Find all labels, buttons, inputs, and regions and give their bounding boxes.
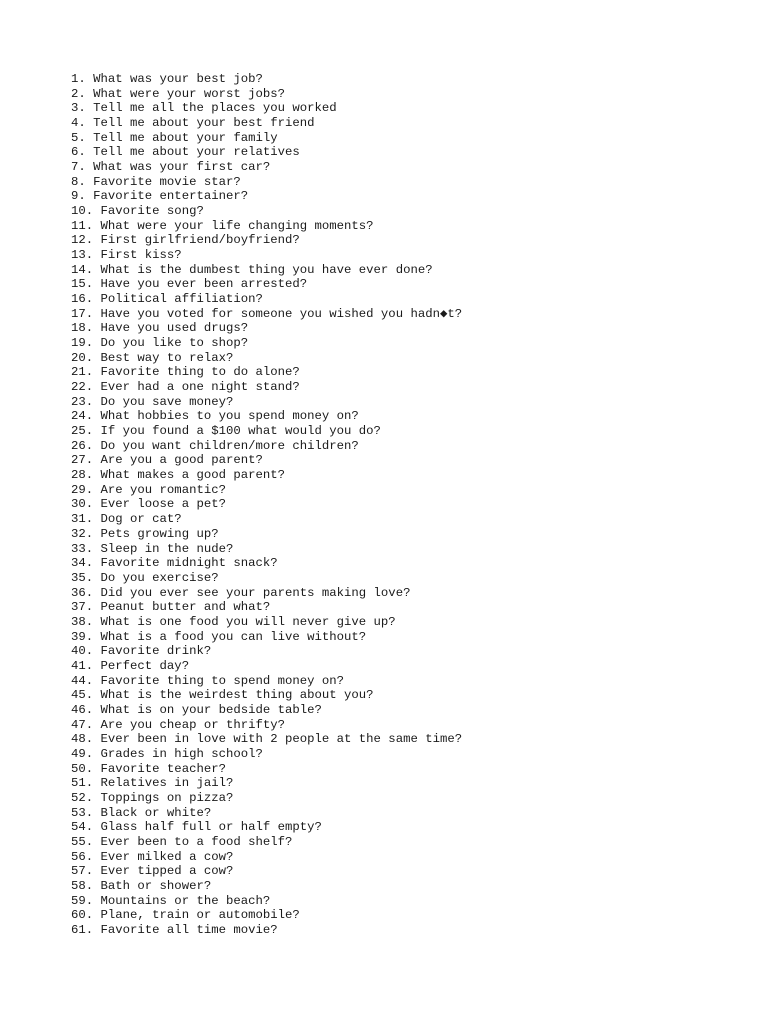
question-item: 45. What is the weirdest thing about you? bbox=[71, 688, 374, 703]
question-item: 47. Are you cheap or thrifty? bbox=[71, 717, 286, 732]
question-item: 14. What is the dumbest thing you have ever done? bbox=[71, 262, 433, 277]
question-item: 55. Ever been to a food shelf? bbox=[71, 834, 293, 849]
question-item: 54. Glass half full or half empty? bbox=[71, 820, 322, 835]
question-item: 33. Sleep in the nude? bbox=[71, 541, 234, 556]
question-item: 6. Tell me about your relatives bbox=[71, 145, 300, 160]
question-item: 19. Do you like to shop? bbox=[71, 336, 249, 351]
question-item: 13. First kiss? bbox=[71, 248, 182, 263]
question-item: 57. Ever tipped a cow? bbox=[71, 864, 234, 879]
question-item: 1. What was your best job? bbox=[71, 72, 263, 86]
question-item: 7. What was your first car? bbox=[71, 160, 271, 175]
question-item: 8. Favorite movie star? bbox=[71, 174, 241, 189]
question-item: 9. Favorite entertainer? bbox=[71, 189, 249, 204]
question-item: 46. What is on your bedside table? bbox=[71, 702, 322, 717]
question-item: 56. Ever milked a cow? bbox=[71, 849, 234, 864]
question-item: 59. Mountains or the beach? bbox=[71, 893, 271, 908]
question-item: 49. Grades in high school? bbox=[71, 746, 263, 761]
question-item: 18. Have you used drugs? bbox=[71, 321, 249, 336]
question-item: 34. Favorite midnight snack? bbox=[71, 556, 278, 571]
question-item: 28. What makes a good parent? bbox=[71, 468, 286, 483]
question-item: 21. Favorite thing to do alone? bbox=[71, 365, 300, 380]
question-item: 60. Plane, train or automobile? bbox=[71, 908, 300, 923]
question-item: 58. Bath or shower? bbox=[71, 878, 212, 893]
question-item: 16. Political affiliation? bbox=[71, 292, 263, 307]
question-item: 2. What were your worst jobs? bbox=[71, 86, 286, 101]
question-item: 3. Tell me all the places you worked bbox=[71, 101, 337, 116]
question-item: 53. Black or white? bbox=[71, 805, 212, 820]
question-item: 30. Ever loose a pet? bbox=[71, 497, 226, 512]
question-item: 32. Pets growing up? bbox=[71, 526, 219, 541]
question-item: 52. Toppings on pizza? bbox=[71, 790, 234, 805]
question-item: 22. Ever had a one night stand? bbox=[71, 380, 300, 395]
question-item: 23. Do you save money? bbox=[71, 394, 234, 409]
question-item: 61. Favorite all time movie? bbox=[71, 922, 278, 937]
question-item: 4. Tell me about your best friend bbox=[71, 116, 315, 131]
question-item: 44. Favorite thing to spend money on? bbox=[71, 673, 345, 688]
question-item: 5. Tell me about your family bbox=[71, 130, 278, 145]
question-item: 51. Relatives in jail? bbox=[71, 776, 234, 791]
question-item: 29. Are you romantic? bbox=[71, 482, 226, 497]
question-item: 24. What hobbies to you spend money on? bbox=[71, 409, 359, 424]
question-item: 26. Do you want children/more children? bbox=[71, 438, 359, 453]
question-item: 11. What were your life changing moments? bbox=[71, 218, 374, 233]
question-item: 20. Best way to relax? bbox=[71, 350, 234, 365]
question-item: 36. Did you ever see your parents making love? bbox=[71, 585, 411, 600]
question-item: 41. Perfect day? bbox=[71, 658, 190, 673]
question-item: 25. If you found a $100 what would you do? bbox=[71, 424, 381, 439]
question-item: 17. Have you voted for someone you wished you hadn◆t? bbox=[71, 306, 463, 321]
question-list bbox=[71, 72, 462, 938]
question-item: 39. What is a food you can live without? bbox=[71, 629, 367, 644]
question-item: 10. Favorite song? bbox=[71, 204, 204, 219]
question-item: 15. Have you ever been arrested? bbox=[71, 277, 308, 292]
question-item: 48. Ever been in love with 2 people at the same time? bbox=[71, 732, 463, 747]
question-item: 38. What is one food you will never give up? bbox=[71, 614, 396, 629]
question-item: 12. First girlfriend/boyfriend? bbox=[71, 233, 300, 248]
question-item: 35. Do you exercise? bbox=[71, 570, 219, 585]
question-item: 40. Favorite drink? bbox=[71, 644, 212, 659]
question-item: 27. Are you a good parent? bbox=[71, 453, 263, 468]
question-item: 31. Dog or cat? bbox=[71, 512, 182, 527]
question-item: 50. Favorite teacher? bbox=[71, 761, 226, 776]
question-item: 37. Peanut butter and what? bbox=[71, 600, 271, 615]
